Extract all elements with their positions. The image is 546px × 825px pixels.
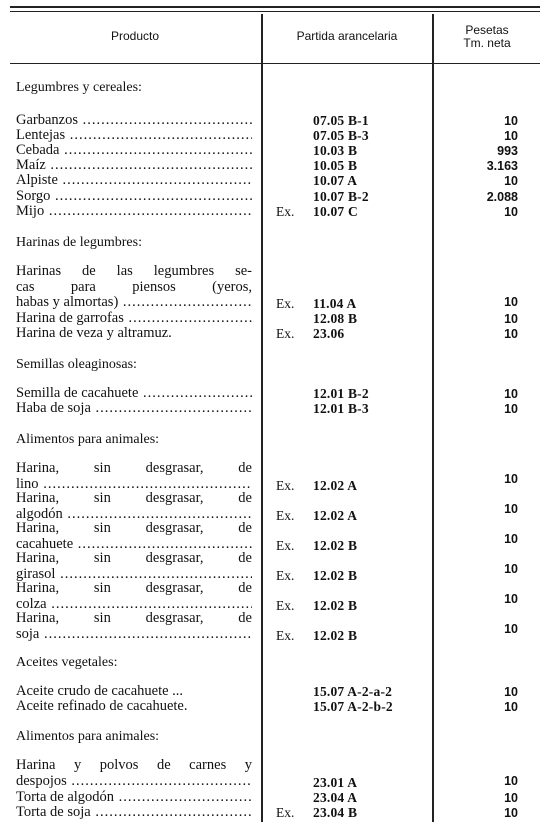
pesetas-value: 10: [504, 562, 518, 576]
product-name: [16, 204, 252, 220]
product-name-line: Harina de garrofas .....: [16, 311, 252, 327]
section-heading: Aceites vegetales:: [16, 655, 118, 670]
tariff-code: 10.07 A: [313, 173, 358, 188]
tariff-code: 12.02 B: [313, 537, 358, 553]
header-producto: Producto: [110, 29, 160, 43]
product-name: [16, 311, 252, 327]
section-heading: Legumbres y cereales:: [16, 80, 142, 95]
product-name: [16, 521, 252, 552]
tariff-code: 10.03 B: [313, 143, 358, 158]
tariff-code: 23.04 A: [313, 790, 358, 805]
product-name: [16, 758, 252, 789]
product-name: [16, 551, 252, 582]
product-name-line: Sorgo .....: [16, 189, 252, 205]
pesetas-value: 3.163: [486, 159, 518, 173]
product-name-line: Aceite crudo de cacahuete ...: [16, 684, 184, 699]
product-name-line: Torta de algodón .....: [16, 790, 252, 806]
product-name-line: Cebada .....: [16, 143, 252, 159]
pesetas-value: 10: [504, 700, 518, 714]
product-name-line: Semilla de cacahuete .....: [16, 386, 252, 402]
product-name-line: Mijo .....: [16, 204, 252, 220]
tariff-code: 10.07 C: [313, 204, 358, 219]
pesetas-value: 10: [504, 502, 518, 516]
tariff-code: 15.07 A-2-a-2: [313, 684, 393, 699]
tariff-code: 23.01 A: [313, 774, 358, 790]
product-name-line: Lentejas .....: [16, 128, 252, 144]
product-name-line: Harina, sin desgrasar, de: [16, 461, 252, 476]
section-heading: Semillas oleaginosas:: [16, 357, 137, 372]
pesetas-value: 10: [504, 129, 518, 143]
product-name: [16, 113, 252, 129]
pesetas-value: 10: [504, 312, 518, 326]
pesetas-value: 10: [504, 327, 518, 341]
product-name-line: cacahuete .....: [16, 537, 252, 553]
pesetas-value: 10: [504, 472, 518, 486]
tariff-code: 12.02 A: [313, 507, 358, 523]
product-name-line: Harina, sin desgrasar, de: [16, 521, 252, 536]
product-name-line: Haba de soja .....: [16, 401, 252, 417]
tariff-code: 11.04 A: [313, 296, 357, 311]
product-name: [16, 611, 252, 642]
tariff-code: 10.05 B: [313, 158, 358, 173]
product-name-line: Harina, sin desgrasar, de: [16, 581, 252, 596]
product-name: [16, 581, 252, 612]
tariff-code: 12.01 B-2: [313, 386, 369, 401]
pesetas-value: 10: [504, 622, 518, 636]
pesetas-value: 10: [504, 295, 518, 309]
ex-prefix: Ex.: [276, 627, 295, 643]
tariff-code: 12.08 B: [313, 311, 358, 326]
pesetas-value: 10: [504, 774, 518, 788]
product-name-line: Harina, sin desgrasar, de: [16, 611, 252, 626]
pesetas-value: 10: [504, 806, 518, 820]
product-name-line: habas y almortas) .....: [16, 295, 252, 311]
tariff-code: 23.06: [313, 326, 345, 341]
pesetas-value: 10: [504, 205, 518, 219]
tariff-code: 12.02 A: [313, 477, 358, 493]
ex-prefix: Ex.: [276, 597, 295, 613]
pesetas-value: 10: [504, 402, 518, 416]
product-name: [16, 189, 252, 205]
section-heading: Alimentos para animales:: [16, 432, 160, 447]
product-name: [16, 158, 252, 174]
pesetas-value: 10: [504, 791, 518, 805]
header-rule: [10, 63, 540, 64]
product-name-line: Aceite refinado de cacahuete.: [16, 699, 188, 714]
product-name-line: despojos .....: [16, 774, 252, 790]
product-name-line: lino .....: [16, 477, 252, 493]
product-name-line: Torta de soja .....: [16, 805, 252, 821]
product-name: [16, 699, 252, 715]
section-heading: Harinas de legumbres:: [16, 235, 142, 250]
product-name-line: cas para piensos (yeros,: [16, 279, 252, 295]
product-name-line: Maíz .....: [16, 158, 252, 174]
header-pesetas-line2: Tm. neta: [463, 36, 511, 50]
product-name-line: Alpiste .....: [16, 173, 252, 189]
tariff-code: 12.02 B: [313, 567, 358, 583]
product-name-line: Harina, sin desgrasar, de: [16, 491, 252, 506]
product-name-line: girasol .....: [16, 567, 252, 583]
top-rule-thin: [10, 11, 540, 12]
tariff-code: 07.05 B-1: [313, 113, 369, 128]
product-name-line: Garbanzos .....: [16, 113, 252, 129]
top-rule-thick: [10, 6, 540, 8]
product-name: [16, 461, 252, 492]
ex-prefix: Ex.: [276, 477, 295, 493]
column-divider-1: [261, 14, 263, 822]
header-partida: Partida arancelaria: [296, 29, 398, 43]
pesetas-value: 10: [504, 114, 518, 128]
product-name: [16, 790, 252, 806]
ex-prefix: Ex.: [276, 204, 295, 219]
pesetas-value: 10: [504, 592, 518, 606]
pesetas-value: 993: [497, 144, 518, 158]
product-name-line: Harina y polvos de carnes y: [16, 758, 252, 773]
header-pesetas-line1: Pesetas: [465, 23, 509, 37]
header-pesetas: [434, 24, 540, 50]
product-name: [16, 805, 252, 821]
pesetas-value: 10: [504, 685, 518, 699]
ex-prefix: Ex.: [276, 537, 295, 553]
product-name-line: colza .....: [16, 597, 252, 613]
tariff-code: 10.07 B-2: [313, 189, 369, 204]
ex-prefix: Ex.: [276, 567, 295, 583]
product-name: [16, 264, 252, 311]
product-name: [16, 128, 252, 144]
pesetas-value: 10: [504, 387, 518, 401]
product-name: [16, 684, 252, 700]
product-name-line: algodón .....: [16, 507, 252, 523]
product-name: [16, 173, 252, 189]
pesetas-value: 10: [504, 174, 518, 188]
section-heading: Alimentos para animales:: [16, 729, 160, 744]
product-name: [16, 143, 252, 159]
product-name-line: soja .....: [16, 627, 252, 643]
ex-prefix: Ex.: [276, 326, 295, 341]
ex-prefix: Ex.: [276, 507, 295, 523]
tariff-code: 12.01 B-3: [313, 401, 369, 416]
product-name: [16, 386, 252, 402]
tariff-code: 07.05 B-3: [313, 128, 369, 143]
product-name: [16, 401, 252, 417]
product-name: [16, 491, 252, 522]
tariff-code: 12.02 B: [313, 627, 358, 643]
product-name: [16, 326, 252, 342]
column-divider-2: [432, 14, 434, 822]
pesetas-value: 2.088: [486, 190, 518, 204]
tariff-code: 15.07 A-2-b-2: [313, 699, 393, 714]
tariff-code: 23.04 B: [313, 805, 358, 820]
product-name-line: Harinas de las legumbres se-: [16, 264, 252, 279]
pesetas-value: 10: [504, 532, 518, 546]
product-name-line: Harina de veza y altramuz.: [16, 326, 172, 341]
product-name-line: Harina, sin desgrasar, de: [16, 551, 252, 566]
tariff-code: 12.02 B: [313, 597, 358, 613]
ex-prefix: Ex.: [276, 805, 295, 820]
ex-prefix: Ex.: [276, 296, 295, 311]
